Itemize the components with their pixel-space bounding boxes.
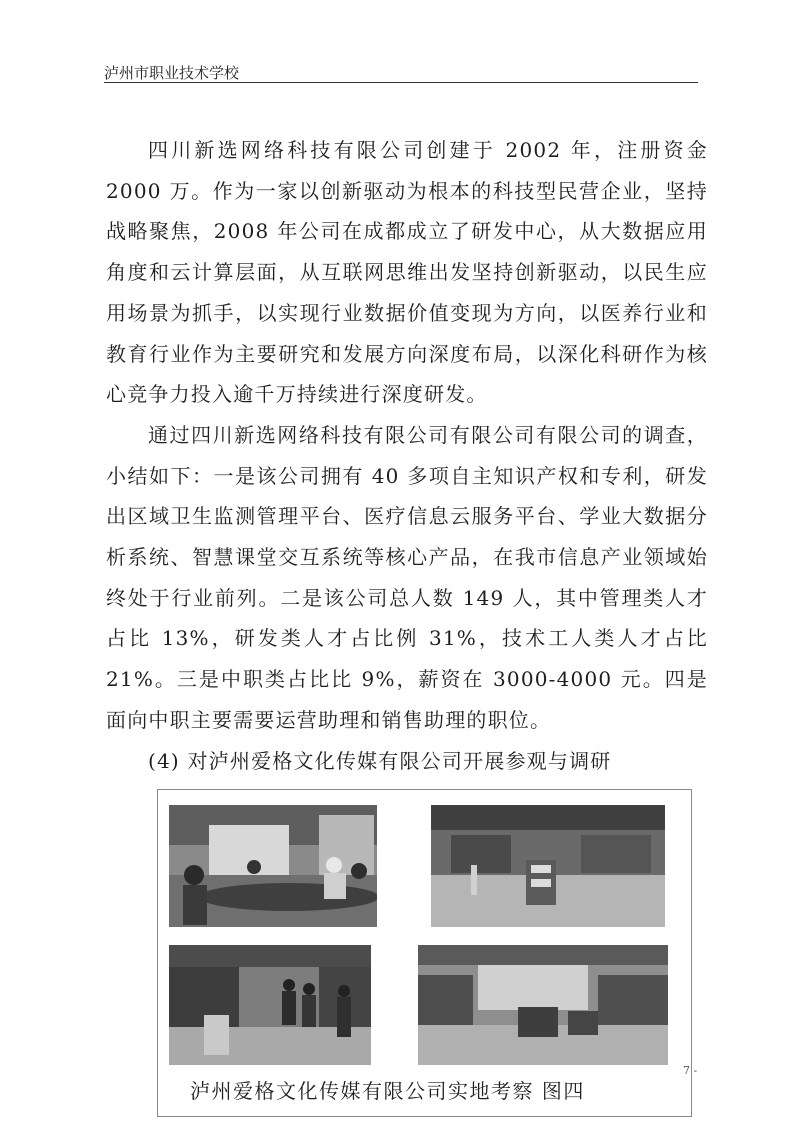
figure-photo-panel [157, 789, 692, 1117]
photo-hall-interior [418, 945, 668, 1065]
header-divider [104, 82, 698, 83]
page-number-fragment: 7 - [683, 1064, 698, 1077]
photo-exhibition-hall [431, 805, 665, 927]
paragraph-company-intro: 四川新选网络科技有限公司创建于 2002 年，注册资金 2000 万。作为一家以创新驱动为根本的科技型民营企业，坚持战略聚焦，2008 年公司在成都成立了研发中心，从大数据应用角度和云计算层面，从互联网思维出发坚持创新驱动，以民生应用场景为抓手，以实现行业数据价值变现为方向，以医养行业和教育行业作为主要研究和发展方向深度布局，以深化科研作为核心竞争力投入逾千万持续进行深度研发。 [106, 138, 708, 407]
photo-meeting-room [169, 805, 377, 927]
page-header-school: 泸州市职业技术学校 [104, 64, 240, 82]
section-heading-4: (4) 对泸州爱格文化传媒有限公司开展参观与调研 [148, 748, 612, 773]
photo-library-visitors [169, 945, 371, 1065]
paragraph-survey-summary: 通过四川新选网络科技有限公司有限公司有限公司的调查，小结如下：一是该公司拥有 40 多项自主知识产权和专利，研发出区域卫生监测管理平台、医疗信息云服务平台、学业大数据分析系统、智慧课堂交互系统等核心产品，在我市信息产业领域始终处于行业前列。二是该公司总人数 149 人，其中管理类人才占比 13%，研发类人才占比例 31%，技术工人类人才占比 21%。三是中职类占比比 9%，薪资在 3000-4000 元。四是面向中职主要需要运营助理和销售助理的职位。 [106, 422, 708, 732]
document-body [106, 130, 708, 781]
figure-caption: 泸州爱格文化传媒有限公司实地考察 图四 [190, 1079, 585, 1103]
